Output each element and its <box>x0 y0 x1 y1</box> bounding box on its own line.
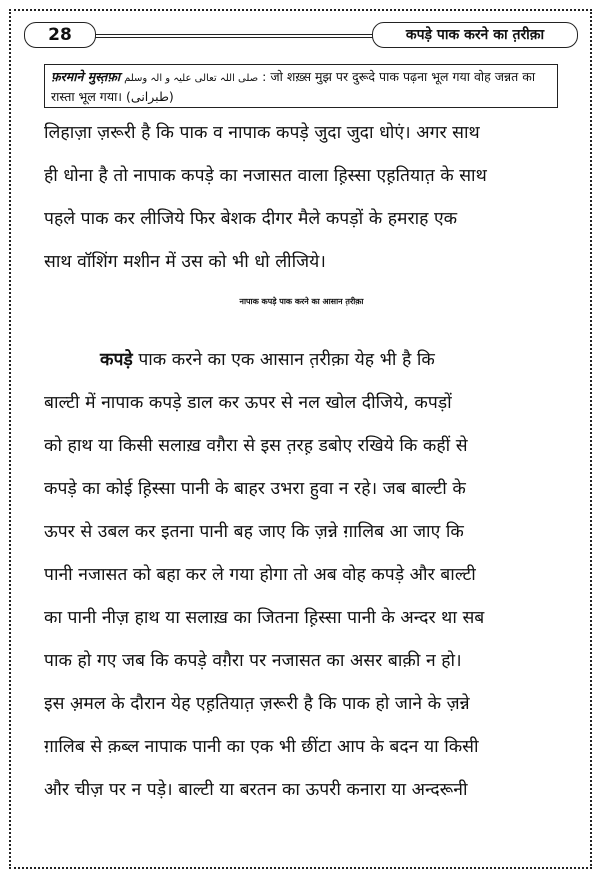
body-line: लिहाज़ा ज़रूरी है कि पाक व नापाक कपड़े जुदा जुदा धोएं। अगर साथ <box>44 123 480 143</box>
body-line: ही धोना है तो नापाक कपड़े का नजासत वाला ह़िस्सा एह़तियात़ के साथ <box>44 166 487 186</box>
body-line-first <box>100 347 435 371</box>
page-number: 28 <box>24 22 96 48</box>
running-title: कपड़े पाक करने का त़रीक़ा <box>372 22 578 48</box>
hadith-salutation: صلی اللہ تعالی علیہ و الہ وسلم <box>124 73 259 84</box>
hadith-box <box>44 64 558 108</box>
hadith-line-2: रास्ता भूल गया। (طبرانی) <box>51 89 174 104</box>
body-line: बाल्टी में नापाक कपड़े डाल कर ऊपर से नल खोल दीजिये, कपड़ों <box>44 393 452 413</box>
body-line: ग़ालिब से क़ब्ल नापाक पानी का एक भी छींटा आप के बदन या किसी <box>44 737 479 757</box>
section-heading: नापाक कपड़े पाक करने का आसान त़रीक़ा <box>239 297 364 306</box>
body-line: को हाथ या किसी सलाख़ वग़ैरा से इस त़रह़ डबोए रखिये कि कहीं से <box>44 436 468 456</box>
body-line: का पानी नीज़ हाथ या सलाख़ का जितना ह़िस्सा पानी के अन्दर था सब <box>44 608 485 628</box>
body-line: साथ वॉशिंग मशीन में उस को भी धो लीजिये। <box>44 252 326 272</box>
body-line: कपड़े का कोई ह़िस्सा पानी के बाहर उभरा हुवा न रहे। जब बाल्टी के <box>44 479 466 499</box>
body-line: पानी नजासत को बहा कर ले गया होगा तो अब वोह कपड़े और बाल्टी <box>44 565 476 585</box>
hadith-text-1: : जो शख़्स मुझ पर दुरूदे पाक पढ़ना भूल गया वोह जन्नत का <box>262 69 536 84</box>
hadith-line-1 <box>51 68 551 88</box>
body-line: पाक हो गए जब कि कपड़े वग़ैरा पर नजासत का असर बाक़ी न हो। <box>44 651 462 671</box>
body-line: इस अ़मल के दौरान येह एह़तियात़ ज़रूरी है कि पाक हो जाने के ज़न्ने <box>44 694 470 714</box>
body-line: और चीज़ पर न पड़े। बाल्टी या बरतन का ऊपरी कनारा या अन्दरूनी <box>44 780 468 800</box>
lead-word: कपड़े <box>100 350 133 370</box>
body-line: पहले पाक कर लीजिये फिर बेशक दीगर मैले कपड़ों के हमराह एक <box>44 209 458 229</box>
body-line: ऊपर से उबल कर इतना पानी बह जाए कि ज़न्ने ग़ालिब आ जाए कि <box>44 522 464 542</box>
first-line-rest: पाक करने का एक आसान त़रीक़ा येह भी है कि <box>132 350 435 370</box>
hadith-label: फ़रमाने मुस्त़फ़ा <box>51 69 121 84</box>
